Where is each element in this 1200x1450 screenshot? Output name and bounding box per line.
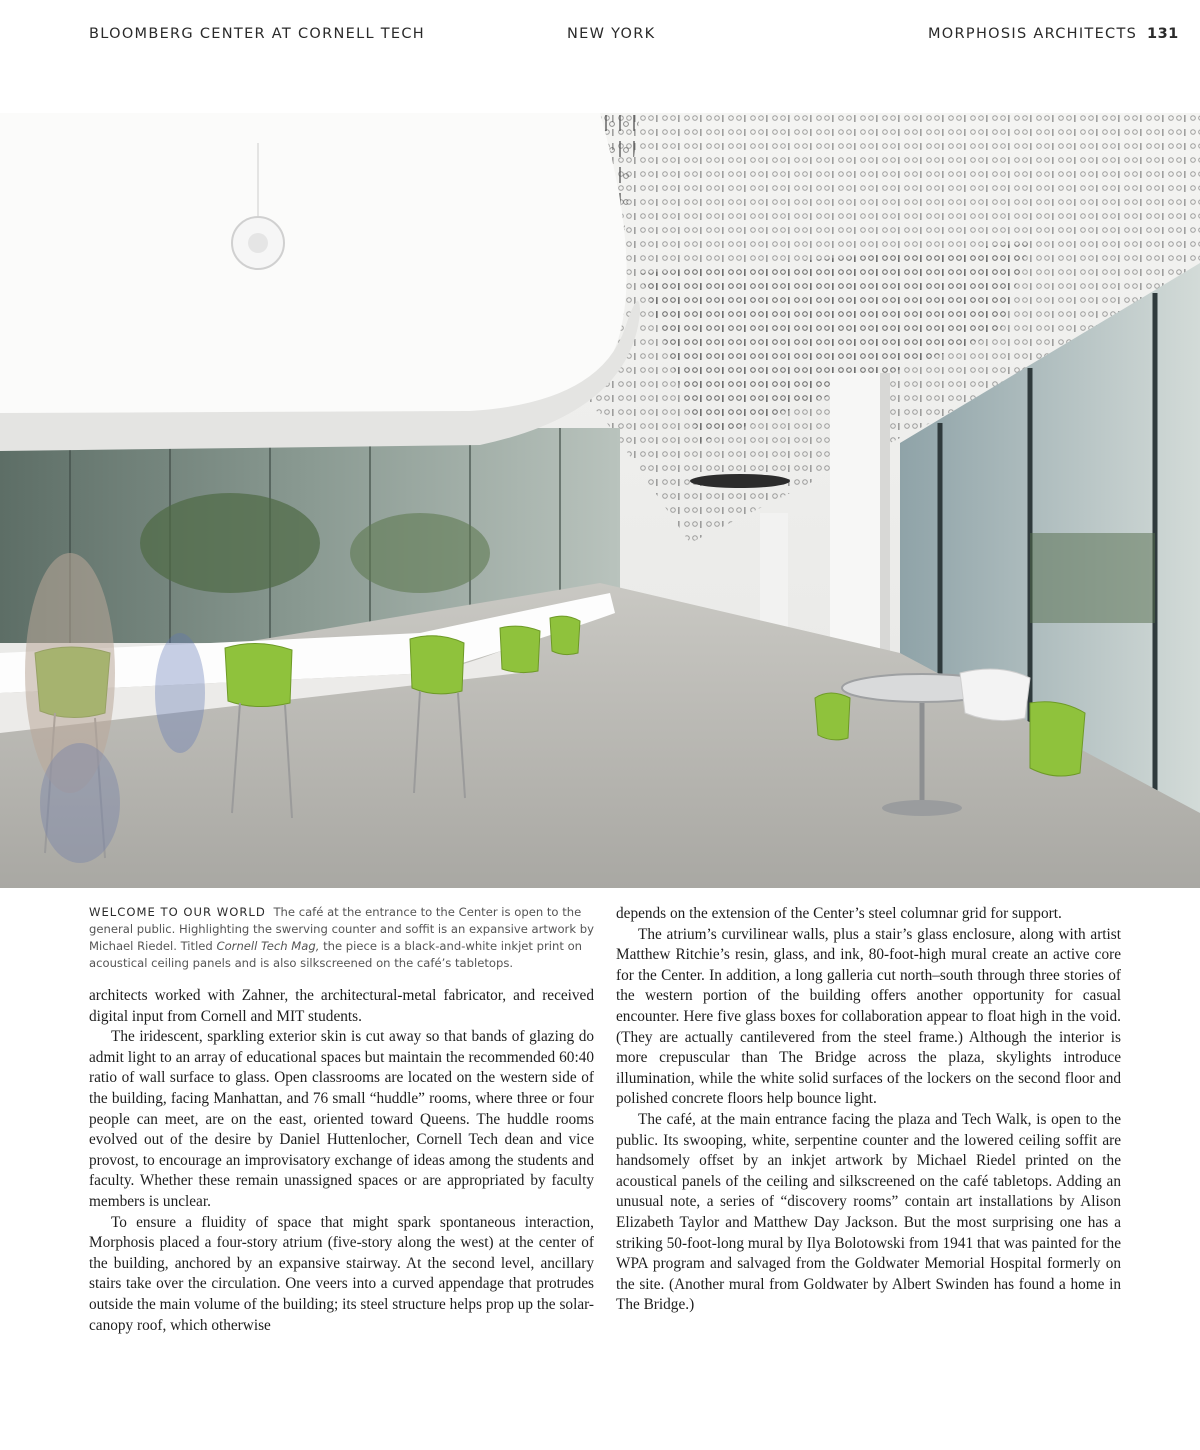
- caption-artwork-title: Cornell Tech Mag,: [216, 939, 320, 953]
- header-architect: MORPHOSIS ARCHITECTS: [928, 26, 1138, 42]
- body-paragraph: The café, at the main entrance facing the plaza and Tech Walk, is open to the public. Its swooping, white, serpentine counter and the lowered ceiling soffit are handsomely offset by an inkjet artwork by Michael Riedel printed on the acoustical panels of the ceiling and silkscreened on the café tabletops. Adding an unusual note, a series of “discovery rooms” contain art installations by Alison Elizabeth Taylor and Matthew Day Jackson. But the most surprising one has a striking 50-foot-long mural by Ilya Bolotowski from 1941 that was painted for the WPA program and salvaged from the Goldwater Memorial Hospital formerly on the site. (Another mural from Goldwater by Albert Swinden has found a home in The Bridge.): [616, 1110, 1121, 1314]
- body-paragraph: architects worked with Zahner, the architectural-metal fabricator, and received digital input from Cornell and MIT students.: [89, 987, 594, 1025]
- body-column-left: [89, 986, 594, 1336]
- header-building-name: BLOOMBERG CENTER AT CORNELL TECH: [89, 26, 426, 42]
- header-city: NEW YORK: [567, 26, 656, 42]
- body-column-right: [616, 904, 1121, 1316]
- body-paragraph: To ensure a fluidity of space that might spark spontaneous interaction, Morphosis placed a four-story atrium (five-story along the west) at the center of the building, anchored by an expansive stairway. At the second level, ancillary stairs take over the circulation. One veers into a curved appendage that protrudes outside the main volume of the building; its steel structure helps prop up the solar-canopy roof, which otherwise: [89, 1213, 594, 1334]
- caption-text-end: the piece is a black-and-white inkjet print on acoustical ceiling panels and is also silkscreened on the café’s tabletops.: [89, 939, 583, 970]
- body-paragraph: The atrium’s curvilinear walls, plus a stair’s glass enclosure, along with artist Matthew Ritchie’s resin, glass, and ink, 80-foot-high mural create an active core for the Center. In addition, a long galleria cut north–south through three stories of the western portion of the building offers another opportunity for casual encounter. Here five glass boxes for collaboration appear to float high in the void. (They are actually cantilevered from the steel frame.) Although the interior is more crepuscular than The Bridge across the plaza, skylights introduce illumination, while the white solid surfaces of the lockers on the second floor and polished concrete floors help bounce light.: [616, 925, 1121, 1108]
- cafe-interior-photo: [0, 113, 1200, 888]
- body-paragraph: The iridescent, sparkling exterior skin is cut away so that bands of glazing do admit light to an array of educational spaces but maintain the recommended 60:40 ratio of wall surface to glass. Open classrooms are located on the western side of the building, facing Manhattan, and 76 small “huddle” rooms, where three or four people can meet, are on the east, oriented toward Queens. The huddle rooms evolved out of the desire by Daniel Huttenlocher, Cornell Tech dean and vice provost, to encourage an improvisatory exchange of ideas among the students and faculty. Whether these remain unassigned spaces or are appropriated by faculty members is unclear.: [89, 1028, 594, 1210]
- running-head: [0, 26, 1200, 46]
- photo-caption: [89, 904, 594, 972]
- caption-text-start: The café at the entrance to the Center is open to the general public. Highlighting the swerving counter and soffit is an expansive artwork by Michael Riedel. Titled: [89, 905, 594, 953]
- page-number: 131: [1147, 26, 1179, 42]
- body-paragraph: depends on the extension of the Center’s steel columnar grid for support.: [616, 905, 1062, 922]
- caption-heading: WELCOME TO OUR WORLD: [89, 905, 266, 919]
